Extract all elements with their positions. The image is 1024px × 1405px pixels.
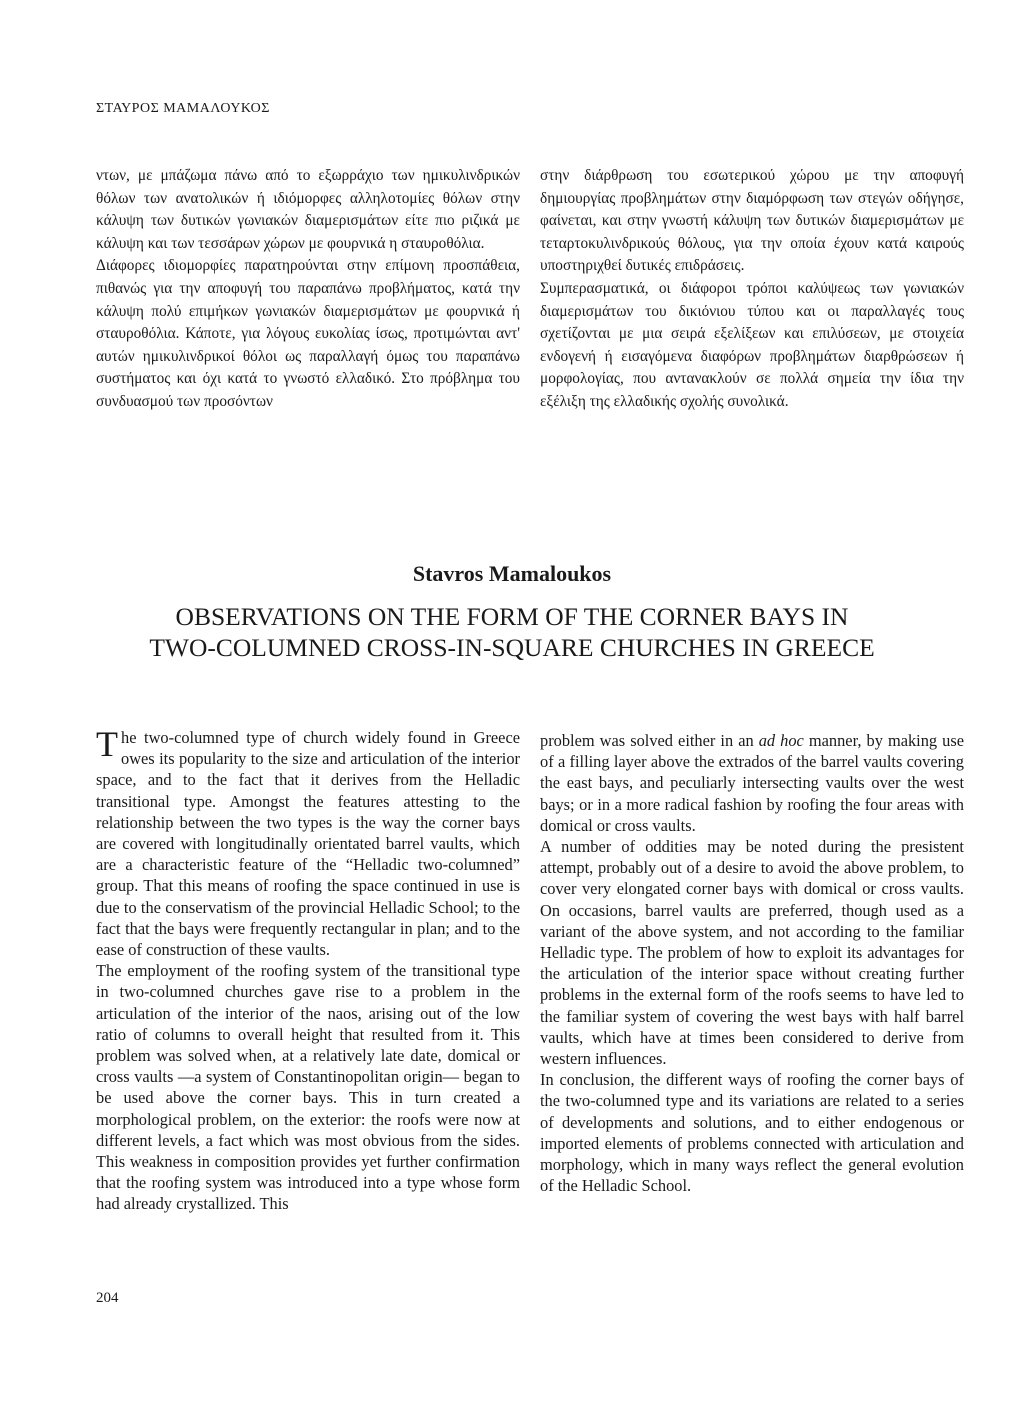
article-title	[80, 601, 944, 663]
paragraph-text: problem was solved either in an	[540, 731, 759, 750]
title-line: TWO-COLUMNED CROSS-IN-SQUARE CHURCHES IN GREECE	[149, 633, 875, 662]
title-line: OBSERVATIONS ON THE FORM OF THE CORNER BAYS IN	[175, 602, 849, 631]
paragraph-text: he two-columned type of church widely found in Greece owes its popularity to the size and articulation of the interior space, and to the fact that it derives from the Helladic transitional type. Amongst the features attesting to the relationship between the two types is the way the corner bays are covered with longitudinally orientated barrel vaults, which are a characteristic feature of the “Helladic two-columned” group. That this means of roofing the space continued in use is due to the conservatism of the provincial Helladic School; to the fact that the bays were frequently rectangular in plan; and to the ease of construction of these vaults.	[96, 728, 520, 960]
english-paragraph: In conclusion, the different ways of roofing the corner bays of the two-columned type and its variations are related to a series of developments and solutions, and to either endogenous or imported elements of problems connected with articulation and morphology, which in many ways reflect the general evolution of the Helladic School.	[540, 1070, 964, 1196]
author-name: Stavros Mamaloukos	[412, 561, 612, 586]
english-paragraph	[540, 730, 964, 836]
english-column-left	[96, 724, 520, 1215]
drop-cap: T	[96, 724, 118, 764]
english-paragraph	[96, 724, 520, 960]
greek-column-right	[540, 165, 964, 414]
italic-term: ad hoc	[758, 731, 804, 750]
running-head: ΣΤΑΥΡΟΣ ΜΑΜΑΛΟΥΚΟΣ	[96, 101, 270, 116]
greek-column-left	[96, 165, 520, 414]
paragraph-text: manner, by making use of a filling layer above the extrados of the barrel vaults covering the east bays, and peculiarly intersecting vaults over the west bays; or in a more radical fashion by roofing the four areas with domical or cross vaults.	[540, 731, 965, 835]
greek-paragraph: Συμπερασματικά, οι διάφοροι τρόποι καλύψεως των γωνιακών διαμερισμάτων του δικιόνιου τύπου και οι παραλλαγές τους σχετίζονται με μια σειρά εξελίξεων και επιλύσεων, με στοιχεία ενδογενή ή εισαγόμενα διαφόρων προβλημάτων διαρθρώσεων ή μορφολογίας, που αντανακλούν σε πολλά σημεία την ίδια την εξέλιξη της ελλαδικής σχολής συνολικά.	[540, 279, 964, 410]
page-number: 204	[96, 1290, 119, 1306]
english-paragraph: The employment of the roofing system of the transitional type in two-columned churches gave rise to a problem in the articulation of the interior of the naos, arising out of the low ratio of columns to overall height that resulted from it. This problem was solved when, at a relatively late date, domical or cross vaults —a system of Constantinopolitan origin— began to be used above the corner bays. This in turn created a morphological problem, on the exterior: the roofs were now at different levels, a fact which was most obvious from the sides. This weakness in composition provides yet further confirmation that the roofing system was introduced into a type whose form had already crystallized. This	[96, 961, 520, 1214]
greek-paragraph: ντων, με μπάζωμα πάνω από το εξωρράχιο των ημικυλινδρικών θόλων των ανατολικών ή ιδιόμορφες αλληλοτομίες θόλων στην κάλυψη των δυτικών γωνιακών διαμερισμάτων είτε πιο ριζικά με κάλυψη και των τεσσάρων χώρων με φουρνικά η σταυροθόλια.	[96, 167, 520, 252]
greek-paragraph: Διάφορες ιδιομορφίες παρατηρούνται στην επίμονη προσπάθεια, πιθανώς για την αποφυγή του παραπάνω προβλήματος, κατά την κάλυψη πολύ επιμήκων γωνιακών διαμερισμάτων με φουρνικά ή σταυροθόλια. Κάποτε, για λόγους ευκολίας ίσως, προτιμώνται αντ' αυτών ημικυλινδρικοί θόλοι ως παραλλαγή όμως του παραπάνω συστήματος και όχι κατά το γνωστό ελλαδικό. Στο πρόβλημα του συνδυασμού των προσόντων	[96, 257, 520, 410]
english-column-right	[540, 730, 964, 1196]
english-paragraph: A number of oddities may be noted during the presistent attempt, probably out of a desire to avoid the above problem, to cover very elongated corner bays with domical or cross vaults. On occasions, barrel vaults are preferred, though used as a variant of the above system, and not according to the familiar Helladic type. The problem of how to exploit its advantages for the articulation of the interior space without creating further problems in the external form of the roofs seems to have led to the familiar system of covering the west bays with half barrel vaults, which have at times been considered to derive from western influences.	[540, 837, 964, 1069]
greek-paragraph: στην διάρθρωση του εσωτερικού χώρου με την αποφυγή δημιουργίας προβλημάτων στην διαμόρφωση των στεγών οδήγησε, φαίνεται, και στην γνωστή κάλυψη των δυτικών διαμερισμάτων με τεταρτοκυλινδρικούς θόλους, για την οποία έχουν κατά καιρούς υποστηριχθεί δυτικές επιδράσεις.	[540, 167, 964, 275]
